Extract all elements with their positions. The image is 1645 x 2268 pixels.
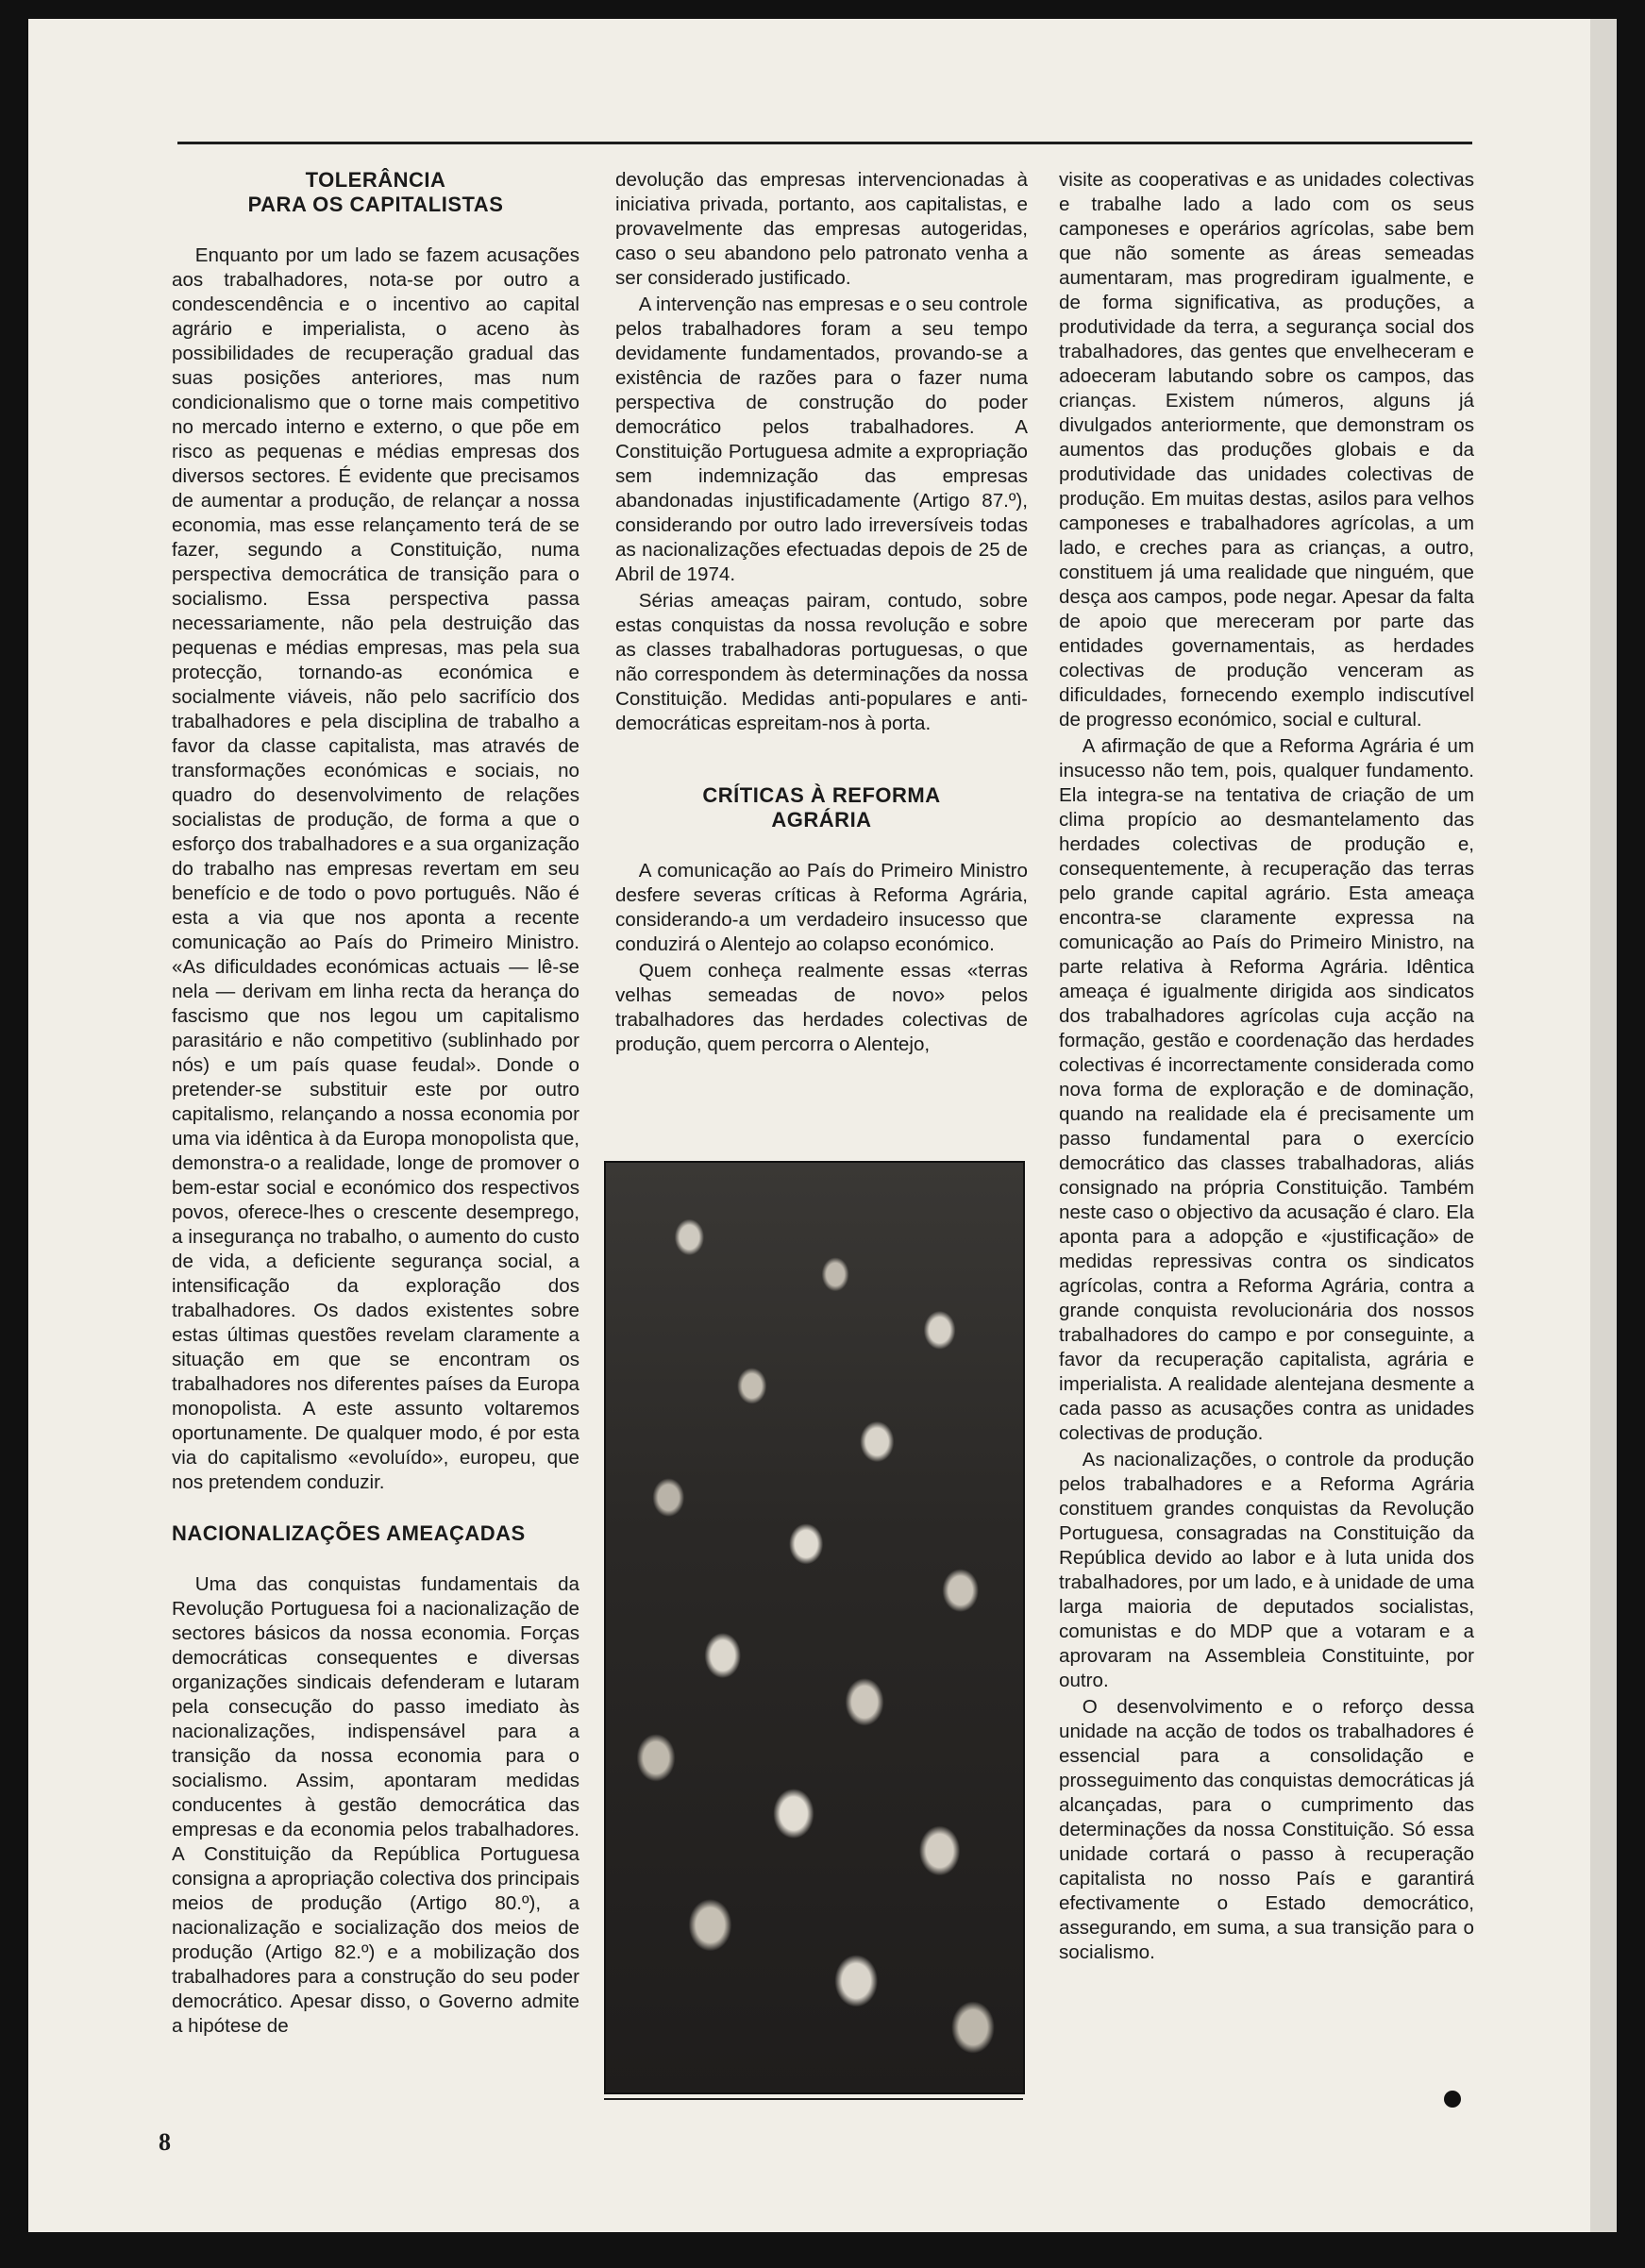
section-title-nacionalizacoes: NACIONALIZAÇÕES AMEAÇADAS: [172, 1521, 526, 1545]
title-line-2: AGRÁRIA: [771, 808, 872, 832]
paragraph: devolução das empresas intervencionadas à iniciativa privada, portanto, aos capitalistas, e provavelmente das empresas autogeridas, caso o seu abandono pelo patronato venha a ser considerado justificado.: [615, 169, 1028, 289]
paragraph: A intervenção nas empresas e o seu controle pelos trabalhadores foram a seu tempo devidamente fundamentados, provando-se a existência de razões para o fazer numa perspectiva de construção do poder democrático pelos trabalhadores. A Constituição Portuguesa admite a expropriação sem indemnização das empresas abandonadas injustificadamente (Artigo 87.º), considerando por outro lado irreversíveis todas as nacionalizações efectuadas depois de 25 de Abril de 1974.: [615, 294, 1028, 585]
title-line-2: PARA OS CAPITALISTAS: [247, 193, 504, 216]
paragraph: visite as cooperativas e as unidades colectivas e trabalhe lado a lado com os seus camponeses e operários agrícolas, sabe bem que não somente as áreas semeadas aumentaram, mas progrediram igualmente, e de forma significativa, as produções, a produtividade da terra, a segurança social dos trabalhadores, das gentes que envelheceram e adoeceram labutando sobre os campos, das crianças. Existem números, alguns já divulgados anteriormente, que demonstram os aumentos das produções globais e da produtividade das unidades colectivas de produção. Em muitas destas, asilos para velhos camponeses e trabalhadores agrícolas, a um lado, e creches para as crianças, a outro, constituem já uma realidade que ninguém, que desça aos campos, pode negar. Apesar da falta de apoio que mereceram por parte das entidades governamentais, as herdades colectivas de produção venceram as dificuldades, fornecendo exemplo indiscutível de progresso económico, social e cultural.: [1059, 169, 1474, 731]
crowd-photo: [604, 1161, 1025, 2094]
column-2: [615, 168, 1028, 1057]
column-1: [172, 168, 579, 2039]
paragraph: O desenvolvimento e o reforço dessa unidade na acção de todos os trabalhadores é essencial para a consolidação e prosseguimento das conquistas democráticas já alcançadas, para o cumprimento das determinações da nossa Constituição. Só essa unidade cortará o passo à recuperação capitalista no nosso País e garantirá efectivamente o Estado democrático, assegurando, em suma, a sua transição para o socialismo.: [1059, 1696, 1474, 1963]
photo-bottom-rule: [604, 2098, 1023, 2100]
end-mark-icon: [1444, 2091, 1461, 2108]
paragraph: A comunicação ao País do Primeiro Ministro desfere severas críticas à Reforma Agrária, considerando-a um verdadeiro insucesso que conduzirá o Alentejo ao colapso económico.: [615, 860, 1028, 955]
title-line-1: CRÍTICAS À REFORMA: [702, 783, 941, 807]
column-3: [1059, 168, 1474, 1965]
paragraph: Quem conheça realmente essas «terras velhas semeadas de novo» pelos trabalhadores das herdades colectivas de produção, quem percorra o Alentejo,: [615, 960, 1028, 1055]
paragraph: Enquanto por um lado se fazem acusações aos trabalhadores, nota-se por outro a condescendência e o incentivo ao capital agrário e imperialista, o aceno às possibilidades de recuperação gradual das suas posições anteriores, mas num condicionalismo que o torne mais competitivo no mercado interno e externo, o que põe em risco as pequenas e médias empresas dos diversos sectores. É evidente que precisamos de aumentar a produção, de relançar a nossa economia, mas esse relançamento terá de se fazer, segundo a Constituição, numa perspectiva democrática de transição para o socialismo. Essa perspectiva passa necessariamente, não pela destruição das pequenas e médias empresas, mas pela sua protecção, tornando-as económica e socialmente viáveis, não pelo sacrifício dos trabalhadores e pela disciplina de trabalho a favor da classe capitalista, mas através de transformações económicas e sociais, no quadro do desenvolvimento de relações socialistas de produção, de forma a que o esforço dos trabalhadores e a sua organização do trabalho nas empresas revertam em seu benefício e de todo o povo português. Não é esta a via que nos aponta a recente comunicação ao País do Primeiro Ministro. «As dificuldades económicas actuais — lê-se nela — derivam em linha recta da herança do fascismo que nos legou um capitalismo parasitário e não competitivo (sublinhado por nós) e um país quase feudal». Donde o pretender-se substituir este por outro capitalismo, relançando a nossa economia por uma via idêntica à da Europa monopolista que, demonstra-o a realidade, longe de promover o bem-estar social e económico dos respectivos povos, oferece-lhes o crescente desemprego, a insegurança no trabalho, o aumento do custo de vida, a deficiente segurança social, a intensificação da exploração dos trabalhadores. Os dados existentes sobre estas últimas questões revelam claramente a situação em que se encontram os trabalhadores nos diferentes países da Europa monopolista. A este assunto voltaremos oportunamente. De qualquer modo, é por esta via do capitalismo «evoluído», europeu, que nos pretendem conduzir.: [172, 244, 579, 1493]
paragraph: A afirmação de que a Reforma Agrária é um insucesso não tem, pois, qualquer fundamento. Ela integra-se na tentativa de criação de um clima propício ao desmantelamento das herdades colectivas de produção e, consequentemente, à recuperação das terras pelo grande capital agrário. Esta ameaça encontra-se claramente expressa na comunicação ao País do Primeiro Ministro, na parte relativa à Reforma Agrária. Idêntica ameaça é igualmente dirigida aos sindicatos dos trabalhadores agrícolas cuja acção na formação, gestão e coordenação das herdades colectivas é incorrectamente considerada como nova forma de exploração e de dominação, quando na realidade ela é precisamente um passo fundamental para o exercício democrático das classes trabalhadoras, aliás consignado na própria Constituição. Também neste caso o objectivo da acusação é claro. Ela aponta para a adopção e «justificação» de medidas repressivas contra os sindicatos agrícolas, contra a Reforma Agrária, contra a grande conquista revolucionária dos nossos trabalhadores do campo e por conseguinte, a favor da recuperação capitalista, agrária e imperialista. A realidade alentejana desmente a cada passo as acusações contra as unidades colectivas de produção.: [1059, 735, 1474, 1444]
next-page-edge: [1590, 19, 1617, 2232]
section-title-criticas: [615, 783, 1028, 832]
page-number: 8: [159, 2128, 171, 2156]
paragraph: As nacionalizações, o controle da produção pelos trabalhadores e a Reforma Agrária constituem grandes conquistas da Revolução Portuguesa, consagradas na Constituição da República devido ao labor e à luta unida dos trabalhadores, por um lado, e à unidade de uma larga maioria de deputados socialistas, comunistas e do MDP que a votaram e a aprovaram na Assembleia Constituinte, por outro.: [1059, 1449, 1474, 1691]
title-line-1: TOLERÂNCIA: [305, 168, 446, 192]
section-title-tolerancia: [172, 168, 579, 217]
paragraph: Uma das conquistas fundamentais da Revolução Portuguesa foi a nacionalização de sectores básicos da nossa economia. Forças democráticas consequentes e diversas organizações sindicais defenderam e lutaram pela consecução do passo imediato às nacionalizações, indispensável para a transição da nossa economia para o socialismo. Assim, apontaram medidas conducentes à gestão democrática das empresas e da economia pelos trabalhadores. A Constituição da República Portuguesa consigna a apropriação colectiva dos principais meios de produção (Artigo 80.º), a nacionalização e socialização dos meios de produção (Artigo 82.º) e a mobilização dos trabalhadores para a construção do seu poder democrático. Apesar disso, o Governo admite a hipótese de: [172, 1573, 579, 2037]
paragraph: Sérias ameaças pairam, contudo, sobre estas conquistas da nossa revolução e sobre as classes trabalhadoras portuguesas, o que não correspondem às determinações da nossa Constituição. Medidas anti-populares e anti-democráticas espreitam-nos à porta.: [615, 590, 1028, 734]
top-rule: [177, 142, 1472, 144]
